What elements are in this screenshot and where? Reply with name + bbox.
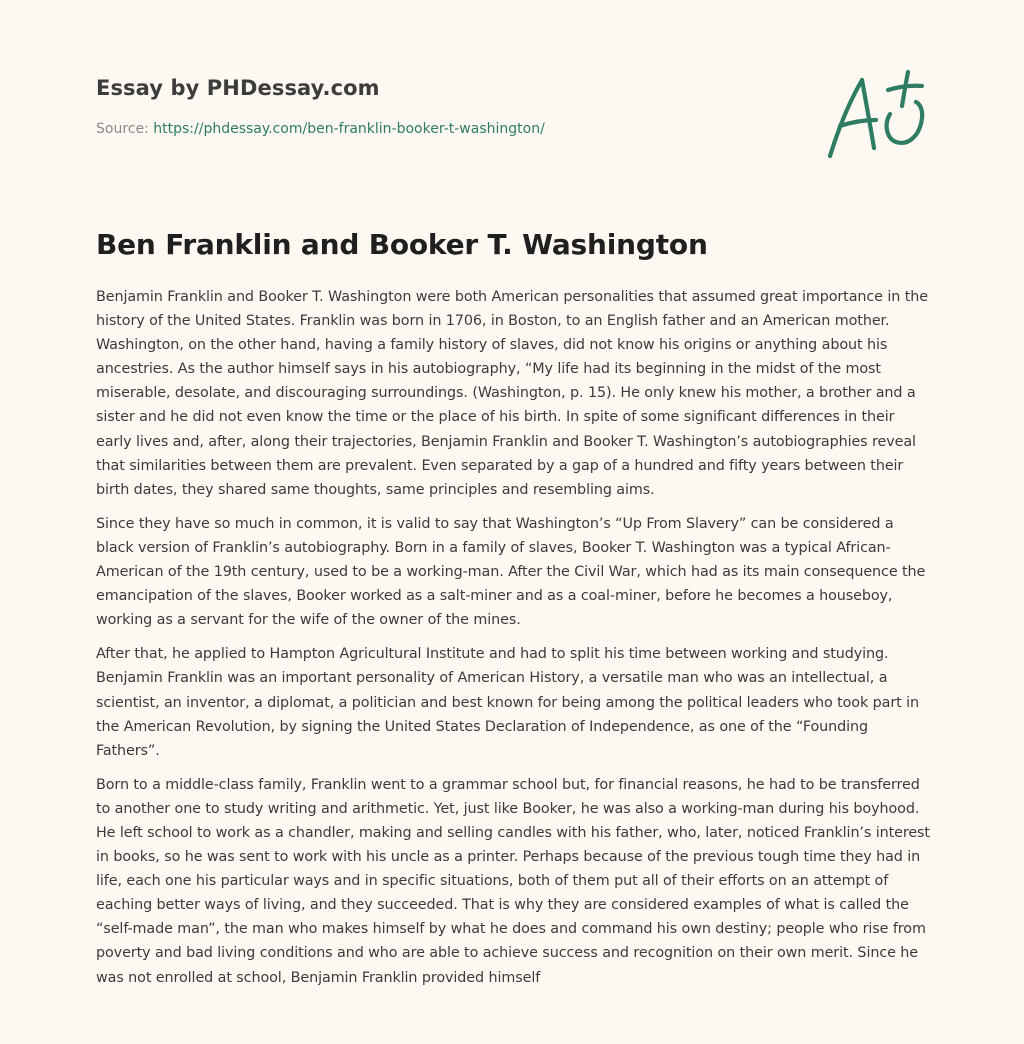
source-line (96, 121, 796, 137)
essay-paragraph: Since they have so much in common, it is valid to say that Washington’s “Up From Slavery” can be considered a black version of Franklin’s autobiography. Born in a family of slaves, Booker T. Washington was a typical African-American of the 19th century, used to be a working-man. After the Civil War, which had as its main consequence the emancipation of the slaves, Booker worked as a salt-miner and as a coal-miner, before he becomes a houseboy, working as a servant for the wife of the owner of the mines. (96, 515, 926, 629)
page-header (96, 76, 796, 137)
essay-paragraph: After that, he applied to Hampton Agricultural Institute and had to split his time between working and studying. Benjamin Franklin was an important personality of American History, a versatile man who was an intellectual, a scientist, an inventor, a diplomat, a politician and best known for being among the political leaders who took part in the American Revolution, by signing the United States Declaration of Independence, as one of the “Founding Fathers”. (96, 646, 919, 759)
essay-body (96, 285, 931, 1000)
source-label: Source: (96, 121, 154, 137)
essay-title: Ben Franklin and Booker T. Washington (96, 228, 708, 261)
site-title: Essay by PHDessay.com (96, 76, 380, 100)
essay-paragraph: Benjamin Franklin and Booker T. Washington were both American personalities that assumed great importance in the history of the United States. Franklin was born in 1706, in Boston, to an English father and an American mother. Washington, on the other hand, having a family history of slaves, did not know his origins or anything about his ancestries. As the author himself says in his autobiography, “My life had its beginning in the midst of the most miserable, desolate, and discouraging surroundings. (Washington, p. 15). He only knew his mother, a brother and a sister and he did not even know the time or the place of his birth. In spite of some significant differences in their early lives and, after, along their trajectories, Benjamin Franklin and Booker T. Washington’s autobiographies reveal that similarities between them are prevalent. Even separated by a gap of a hundred and fifty years between their birth dates, they shared same thoughts, same principles and resembling aims. (96, 289, 928, 498)
a-plus-grade-icon (824, 68, 928, 164)
source-link[interactable]: https://phdessay.com/ben-franklin-booker-t-washington/ (153, 121, 545, 137)
essay-paragraph: Born to a middle-class family, Franklin went to a grammar school but, for financial reasons, he had to be transferred to another one to study writing and arithmetic. Yet, just like Booker, he was also a working-man during his boyhood. He left school to work as a chandler, making and selling candles with his father, who, later, noticed Franklin’s interest in books, so he was sent to work with his uncle as a printer. Perhaps because of the previous tough time they had in life, each one his particular ways and in specific situations, both of them put all of their efforts on an attempt of eaching better ways of living, and they succeeded. That is why they are considered examples of what is called the “self-made man”, the man who makes himself by what he does and command his own destiny; people who rise from poverty and bad living conditions and who are able to achieve success and recognition on their own merit. Since he was not enrolled at school, Benjamin Franklin provided himself (96, 776, 930, 986)
